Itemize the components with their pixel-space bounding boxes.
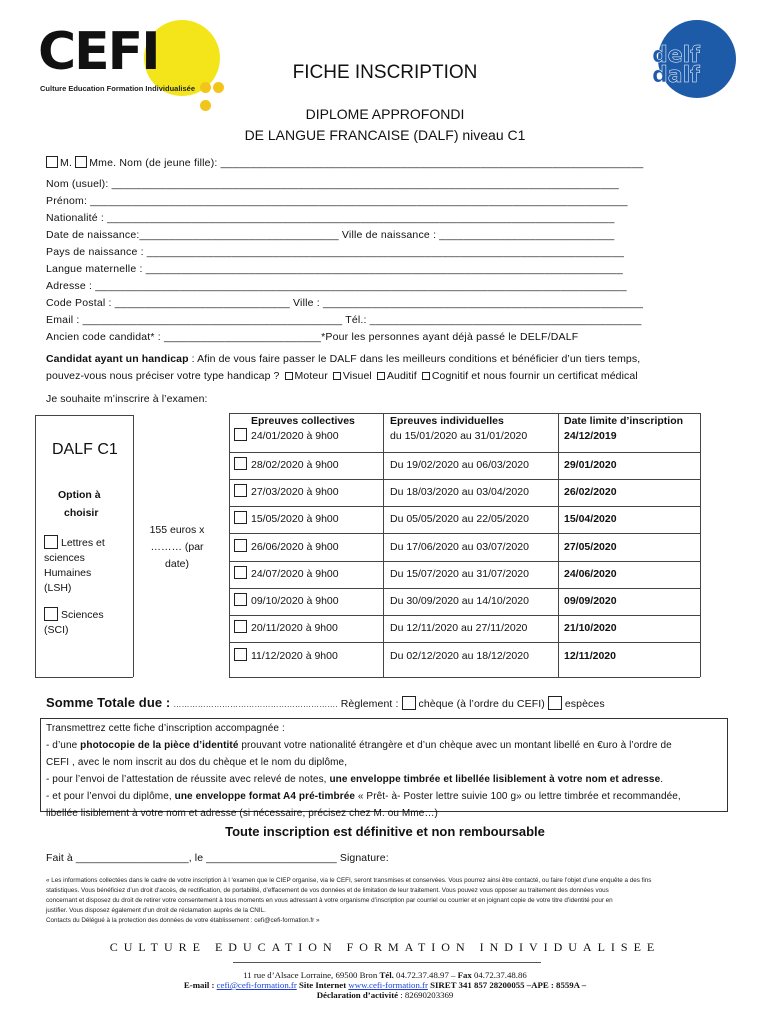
session-deadline: 26/02/2020: [564, 486, 617, 498]
definitive-notice: Toute inscription est définitive et non remboursable: [225, 824, 545, 839]
checkbox-cheque[interactable]: [402, 696, 416, 710]
checkbox-lsh[interactable]: [44, 535, 58, 549]
footer-company-name: CULTURE EDUCATION FORMATION INDIVIDUALISEE: [109, 940, 661, 954]
exam-name: DALF C1: [52, 441, 118, 458]
session-checkbox[interactable]: [234, 593, 247, 606]
page-title: FICHE INSCRIPTION: [292, 62, 478, 83]
session-checkbox[interactable]: [234, 484, 247, 497]
session-checkbox[interactable]: [234, 566, 247, 579]
civility-row: [46, 156, 643, 169]
session-checkbox[interactable]: [234, 428, 247, 441]
legal-notice: « Les informations collectées dans le cadre de votre inscription à l ‘examen que le CIEP organise, via le CEFI, seront transmises et conservées. Vous pourrez ainsi être contacté, ou faire l’objet d’une enquête a des fins statistiques. Vous bénéficiez d’un droit d’accès, de rectification, de portabilité, d’effacement de vos données et de limitation de leur traitement. Vous pouvez vous opposer au traitement des données vous concernant et disposez du droit de retirer votre consentement à tous moments en vous adressant à votre organisme d’inscription par courriel ou courrier et en joignant copie de votre titre d’identité pour en justifier. Vous disposez également d’un droit de réclamation auprès de la CNIL. Contacts du Délégué à la protection des données de votre établissement : cefi@cefi-formation.fr »: [46, 877, 652, 924]
session-checkbox[interactable]: [234, 620, 247, 633]
total-field[interactable]: …………………………………………………….: [173, 700, 338, 709]
handicap-line-2: pouvez-vous nous préciser votre type handicap ? Moteur Visuel Auditif Cognitif et nous fournir un certificat médical: [46, 370, 638, 382]
option-sci: Sciences (SCI): [44, 609, 104, 636]
session-deadline: 15/04/2020: [564, 513, 617, 525]
footer-email-link[interactable]: cefi@cefi-formation.fr: [216, 980, 297, 990]
cefi-logo: [36, 18, 236, 98]
session-individual: Du 02/12/2020 au 18/12/2020: [390, 650, 529, 662]
session-deadline: 09/09/2020: [564, 595, 617, 607]
col-individual-header: Epreuves individuelles: [390, 415, 504, 427]
cefi-logo-tagline: Culture Education Formation Individualisée: [40, 84, 196, 93]
option-lsh: Lettres et sciences Humaines (LSH): [44, 537, 105, 594]
session-individual: Du 05/05/2020 au 22/05/2020: [390, 513, 529, 525]
session-deadline: 27/05/2020: [564, 541, 617, 553]
instr-line-1: Transmettrez cette fiche d’inscription accompagnée :: [46, 723, 285, 734]
checkbox-auditif[interactable]: [377, 372, 385, 380]
handicap-label: Candidat ayant un handicap: [46, 353, 189, 365]
ancien-code-field[interactable]: Ancien code candidat* : __________________________*Pour les personnes ayant déjà passé le DELF/DALF: [46, 331, 579, 343]
naissance-field[interactable]: Date de naissance:_________________________________ Ville de naissance : _____________________________: [46, 229, 615, 241]
session-deadline: 21/10/2020: [564, 622, 617, 634]
delf-logo-text: delf dalf: [652, 43, 700, 88]
session-deadline: 24/06/2020: [564, 568, 617, 580]
checkbox-mme[interactable]: [75, 156, 87, 168]
session-collective[interactable]: 09/10/2020 à 9h00: [234, 593, 339, 607]
session-collective[interactable]: 28/02/2020 à 9h00: [234, 457, 339, 471]
instr-line-4: - pour l’envoi de l’attestation de réussite avec relevé de notes, une enveloppe timbrée et libellée lisiblement à votre nom et adresse.: [46, 774, 664, 785]
maiden-name-field[interactable]: Mme. Nom (de jeune fille): ______________________________________________________________________: [89, 157, 644, 169]
session-checkbox[interactable]: [234, 457, 247, 470]
footer-site-link[interactable]: www.cefi-formation.fr: [348, 980, 428, 990]
session-individual: Du 18/03/2020 au 03/04/2020: [390, 486, 529, 498]
session-collective[interactable]: 24/01/2020 à 9h00: [234, 428, 339, 442]
session-collective[interactable]: 20/11/2020 à 9h00: [234, 620, 338, 634]
checkbox-cognitif[interactable]: [422, 372, 430, 380]
session-collective[interactable]: 15/05/2020 à 9h00: [234, 511, 339, 525]
adresse-field[interactable]: Adresse : ________________________________________________________________________________________: [46, 280, 627, 292]
nationalite-field[interactable]: Nationalité : ____________________________________________________________________________________: [46, 212, 615, 224]
nom-usuel-field[interactable]: Nom (usuel): ____________________________________________________________________________________: [46, 178, 619, 190]
subtitle-line-1: DIPLOME APPROFONDI: [305, 106, 465, 122]
instr-line-5: - et pour l’envoi du diplôme, une enveloppe format A4 pré-timbrée « Prêt- à- Poster lettre suivie 100 g» ou lettre timbrée et recommandée,: [46, 791, 681, 802]
signature-line[interactable]: Fait à ___________________, le ______________________ Signature:: [46, 852, 389, 864]
session-individual: Du 30/09/2020 au 14/10/2020: [390, 595, 529, 607]
prenom-field[interactable]: Prénom: _________________________________________________________________________________________: [46, 195, 628, 207]
pays-naissance-field[interactable]: Pays de naissance : _______________________________________________________________________________: [46, 246, 625, 258]
session-deadline: 12/11/2020: [564, 650, 616, 662]
civility-m-label: M.: [60, 157, 73, 169]
session-collective[interactable]: 11/12/2020 à 9h00: [234, 648, 338, 662]
session-checkbox[interactable]: [234, 648, 247, 661]
session-individual: Du 15/07/2020 au 31/07/2020: [390, 568, 529, 580]
session-collective[interactable]: 27/03/2020 à 9h00: [234, 484, 339, 498]
session-checkbox[interactable]: [234, 511, 247, 524]
footer-address: 11 rue d’Alsace Lorraine, 69500 Bron Tél. 04.72.37.48.97 – Fax 04.72.37.48.86: [243, 970, 527, 980]
checkbox-m[interactable]: [46, 156, 58, 168]
checkbox-sci[interactable]: [44, 607, 58, 621]
langue-maternelle-field[interactable]: Langue maternelle : _______________________________________________________________________________: [46, 263, 623, 275]
session-individual: Du 12/11/2020 au 27/11/2020: [390, 622, 528, 634]
checkbox-moteur[interactable]: [285, 372, 293, 380]
session-collective[interactable]: 24/07/2020 à 9h00: [234, 566, 339, 580]
instr-line-3: CEFI , avec le nom inscrit au dos du chèque et le nom du diplôme,: [46, 757, 348, 768]
session-deadline: 29/01/2020: [564, 459, 617, 471]
footer-declaration: Déclaration d’activité : 82690203369: [316, 990, 454, 1000]
checkbox-visuel[interactable]: [333, 372, 341, 380]
footer-contact: E-mail : cefi@cefi-formation.fr Site Internet www.cefi-formation.fr SIRET 341 857 282000​55 –APE : 8559A –: [183, 980, 587, 990]
session-individual: Du 19/02/2020 au 06/03/2020: [390, 459, 529, 471]
payment-row: Somme Totale due : ……………………………………………………. Règlement : chèque (à l’ordre du CEFI) espèces: [46, 695, 605, 710]
total-label: Somme Totale due :: [46, 695, 171, 710]
subtitle-line-2: DE LANGUE FRANCAISE (DALF) niveau C1: [244, 127, 526, 143]
session-individual: Du 17/06/2020 au 03/07/2020: [390, 541, 529, 553]
option-label: Option à: [58, 489, 101, 501]
session-deadline: 24/12/2019: [564, 430, 617, 442]
instr-line-6: libellée lisiblement à votre nom et adresse (si nécessaire, précisez chez M. ou Mme…): [46, 808, 438, 819]
code-postal-field[interactable]: Code Postal : _____________________________ Ville : _____________________________________________________: [46, 297, 644, 309]
option-label-2: choisir: [64, 507, 99, 519]
email-field[interactable]: Email : ___________________________________________ Tél.: _____________________________________________: [46, 314, 642, 326]
cefi-logo-text: CEFI: [38, 22, 159, 82]
inscription-intro: Je souhaite m’inscrire à l’examen:: [46, 393, 208, 405]
footer-divider: [233, 962, 541, 963]
price: 155 euros x ……… (par date): [149, 524, 205, 570]
session-checkbox[interactable]: [234, 539, 247, 552]
instr-line-2: - d’une photocopie de la pièce d’identité prouvant votre nationalité étrangère et d’un chèque avec un montant libellé en €uro à l’ordre de: [46, 740, 672, 751]
session-collective[interactable]: 26/06/2020 à 9h00: [234, 539, 339, 553]
checkbox-especes[interactable]: [548, 696, 562, 710]
col-collective-header: Epreuves collectives: [251, 415, 355, 427]
col-deadline-header: Date limite d’inscription: [564, 415, 684, 427]
handicap-line-1: Candidat ayant un handicap : Afin de vous faire passer le DALF dans les meilleurs conditions et bénéficier d’un tiers temps,: [46, 353, 641, 365]
session-individual: du 15/01/2020 au 31/01/2020: [390, 430, 528, 442]
